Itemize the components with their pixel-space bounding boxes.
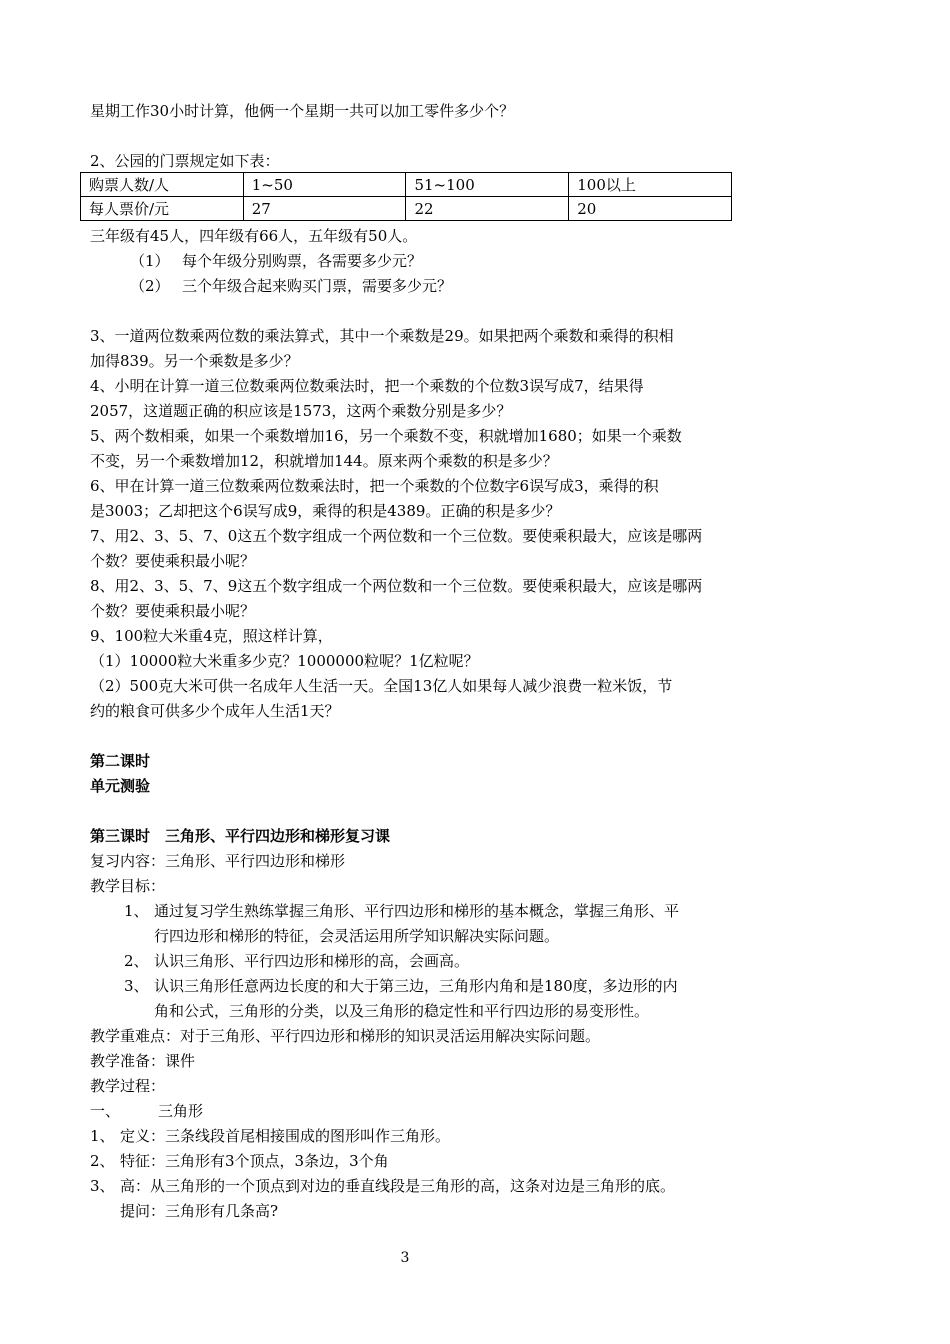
text-line: 教学准备：课件: [90, 1052, 196, 1070]
list-number: 1、: [90, 1127, 115, 1145]
text-line: 复习内容：三角形、平行四边形和梯形: [90, 852, 346, 870]
text-line: 是3003；乙却把这个6误写成9，乘得的积是4389。正确的积是多少？: [90, 502, 561, 520]
text-line: （2）500克大米可供一名成年人生活一天。全国13亿人如果每人减少浪费一粒米饭，节: [90, 677, 673, 695]
list-item: [90, 1176, 675, 1196]
list-item: [124, 901, 679, 921]
table-cell: 100以上: [569, 173, 732, 197]
list-item: [90, 1151, 389, 1171]
table-row: [81, 173, 732, 197]
list-text: 高：从三角形的一个顶点到对边的垂直线段是三角形的高，这条对边是三角形的底。: [120, 1177, 676, 1195]
list-text: 定义：三条线段首尾相接围成的图形叫作三角形。: [120, 1127, 451, 1145]
text-line: 不变，另一个乘数增加12，积就增加144。原来两个乘数的积是多少？: [90, 452, 558, 470]
list-number: 2、: [124, 952, 149, 970]
list-text: 三个年级合起来购买门票，需要多少元？: [182, 277, 453, 295]
text-line: 7、用2、3、5、7、0这五个数字组成一个两位数和一个三位数。要使乘积最大，应该是哪两: [90, 527, 703, 545]
list-text: 特征：三角形有3个顶点，3条边，3个角: [120, 1152, 389, 1170]
list-text: 每个年级分别购票，各需要多少元？: [182, 252, 423, 270]
text-line: 星期工作30小时计算，他俩一个星期一共可以加工零件多少个？: [90, 102, 515, 120]
list-number: 一、: [90, 1102, 121, 1120]
text-line: 2057，这道题正确的积应该是1573，这两个乘数分别是多少？: [90, 402, 512, 420]
section-heading: 第二课时: [90, 752, 151, 770]
text-line: 5、两个数相乘，如果一个乘数增加16，另一个乘数不变，积就增加1680；如果一个乘数: [90, 427, 682, 445]
text-line: 教学目标：: [90, 877, 166, 895]
list-item: [90, 1126, 450, 1146]
text-line: 加得839。另一个乘数是多少？: [90, 352, 299, 370]
list-number: 3、: [124, 977, 149, 995]
table-cell: 1~50: [243, 173, 406, 197]
text-line: （1）10000粒大米重多少克？1000000粒呢？1亿粒呢？: [90, 652, 479, 670]
section-heading: 单元测验: [90, 777, 151, 795]
text-line: 8、用2、3、5、7、9这五个数字组成一个两位数和一个三位数。要使乘积最大，应该是哪两: [90, 577, 703, 595]
text-line: 角和公式，三角形的分类，以及三角形的稳定性和平行四边形的易变形性。: [154, 1002, 650, 1020]
table-cell: 购票人数/人: [81, 173, 244, 197]
list-text: 认识三角形任意两边长度的和大于第三边，三角形内角和是180度，多边形的内: [154, 977, 678, 995]
text-line: 教学过程：: [90, 1077, 166, 1095]
text-line: 3、一道两位数乘两位数的乘法算式，其中一个乘数是29。如果把两个乘数和乘得的积相: [90, 327, 674, 345]
text-line: 6、甲在计算一道三位数乘两位数乘法时，把一个乘数的个位数字6误写成3，乘得的积: [90, 477, 659, 495]
list-number: 1、: [124, 902, 149, 920]
list-item: [130, 276, 452, 296]
list-number: （2）: [130, 277, 170, 295]
text-line: 2、公园的门票规定如下表：: [90, 152, 280, 170]
list-item: [124, 976, 678, 996]
table-cell: 20: [569, 197, 732, 221]
list-number: 3、: [90, 1177, 115, 1195]
list-text: 认识三角形、平行四边形和梯形的高，会画高。: [154, 952, 470, 970]
text-line: 提问：三角形有几条高?: [120, 1202, 279, 1220]
list-number: 2、: [90, 1152, 115, 1170]
table-cell: 22: [406, 197, 569, 221]
text-line: 三年级有45人，四年级有66人，五年级有50人。: [90, 227, 418, 245]
list-text: 三角形: [158, 1102, 204, 1120]
table-row: [81, 197, 732, 221]
list-text: 通过复习学生熟练掌握三角形、平行四边形和梯形的基本概念，掌握三角形、平: [154, 902, 680, 920]
list-number: （1）: [130, 252, 170, 270]
ticket-price-table: [80, 172, 732, 221]
table-cell: 27: [243, 197, 406, 221]
section-heading: 第三课时 三角形、平行四边形和梯形复习课: [90, 827, 391, 845]
list-item: [124, 951, 469, 971]
list-item: [90, 1101, 203, 1121]
text-line: 教学重难点：对于三角形、平行四边形和梯形的知识灵活运用解决实际问题。: [90, 1027, 601, 1045]
text-line: 个数？要使乘积最小呢？: [90, 552, 256, 570]
text-line: 行四边形和梯形的特征，会灵活运用所学知识解决实际问题。: [154, 927, 560, 945]
text-line: 约的粮食可供多少个成年人生活1天？: [90, 702, 340, 720]
text-line: 个数？要使乘积最小呢？: [90, 602, 256, 620]
table-cell: 每人票价/元: [81, 197, 244, 221]
list-item: [130, 251, 422, 271]
table-cell: 51~100: [406, 173, 569, 197]
text-line: 9、100粒大米重4克，照这样计算，: [90, 627, 333, 645]
text-line: 4、小明在计算一道三位数乘两位数乘法时，把一个乘数的个位数3误写成7，结果得: [90, 377, 644, 395]
page-number: 3: [400, 1250, 410, 1266]
